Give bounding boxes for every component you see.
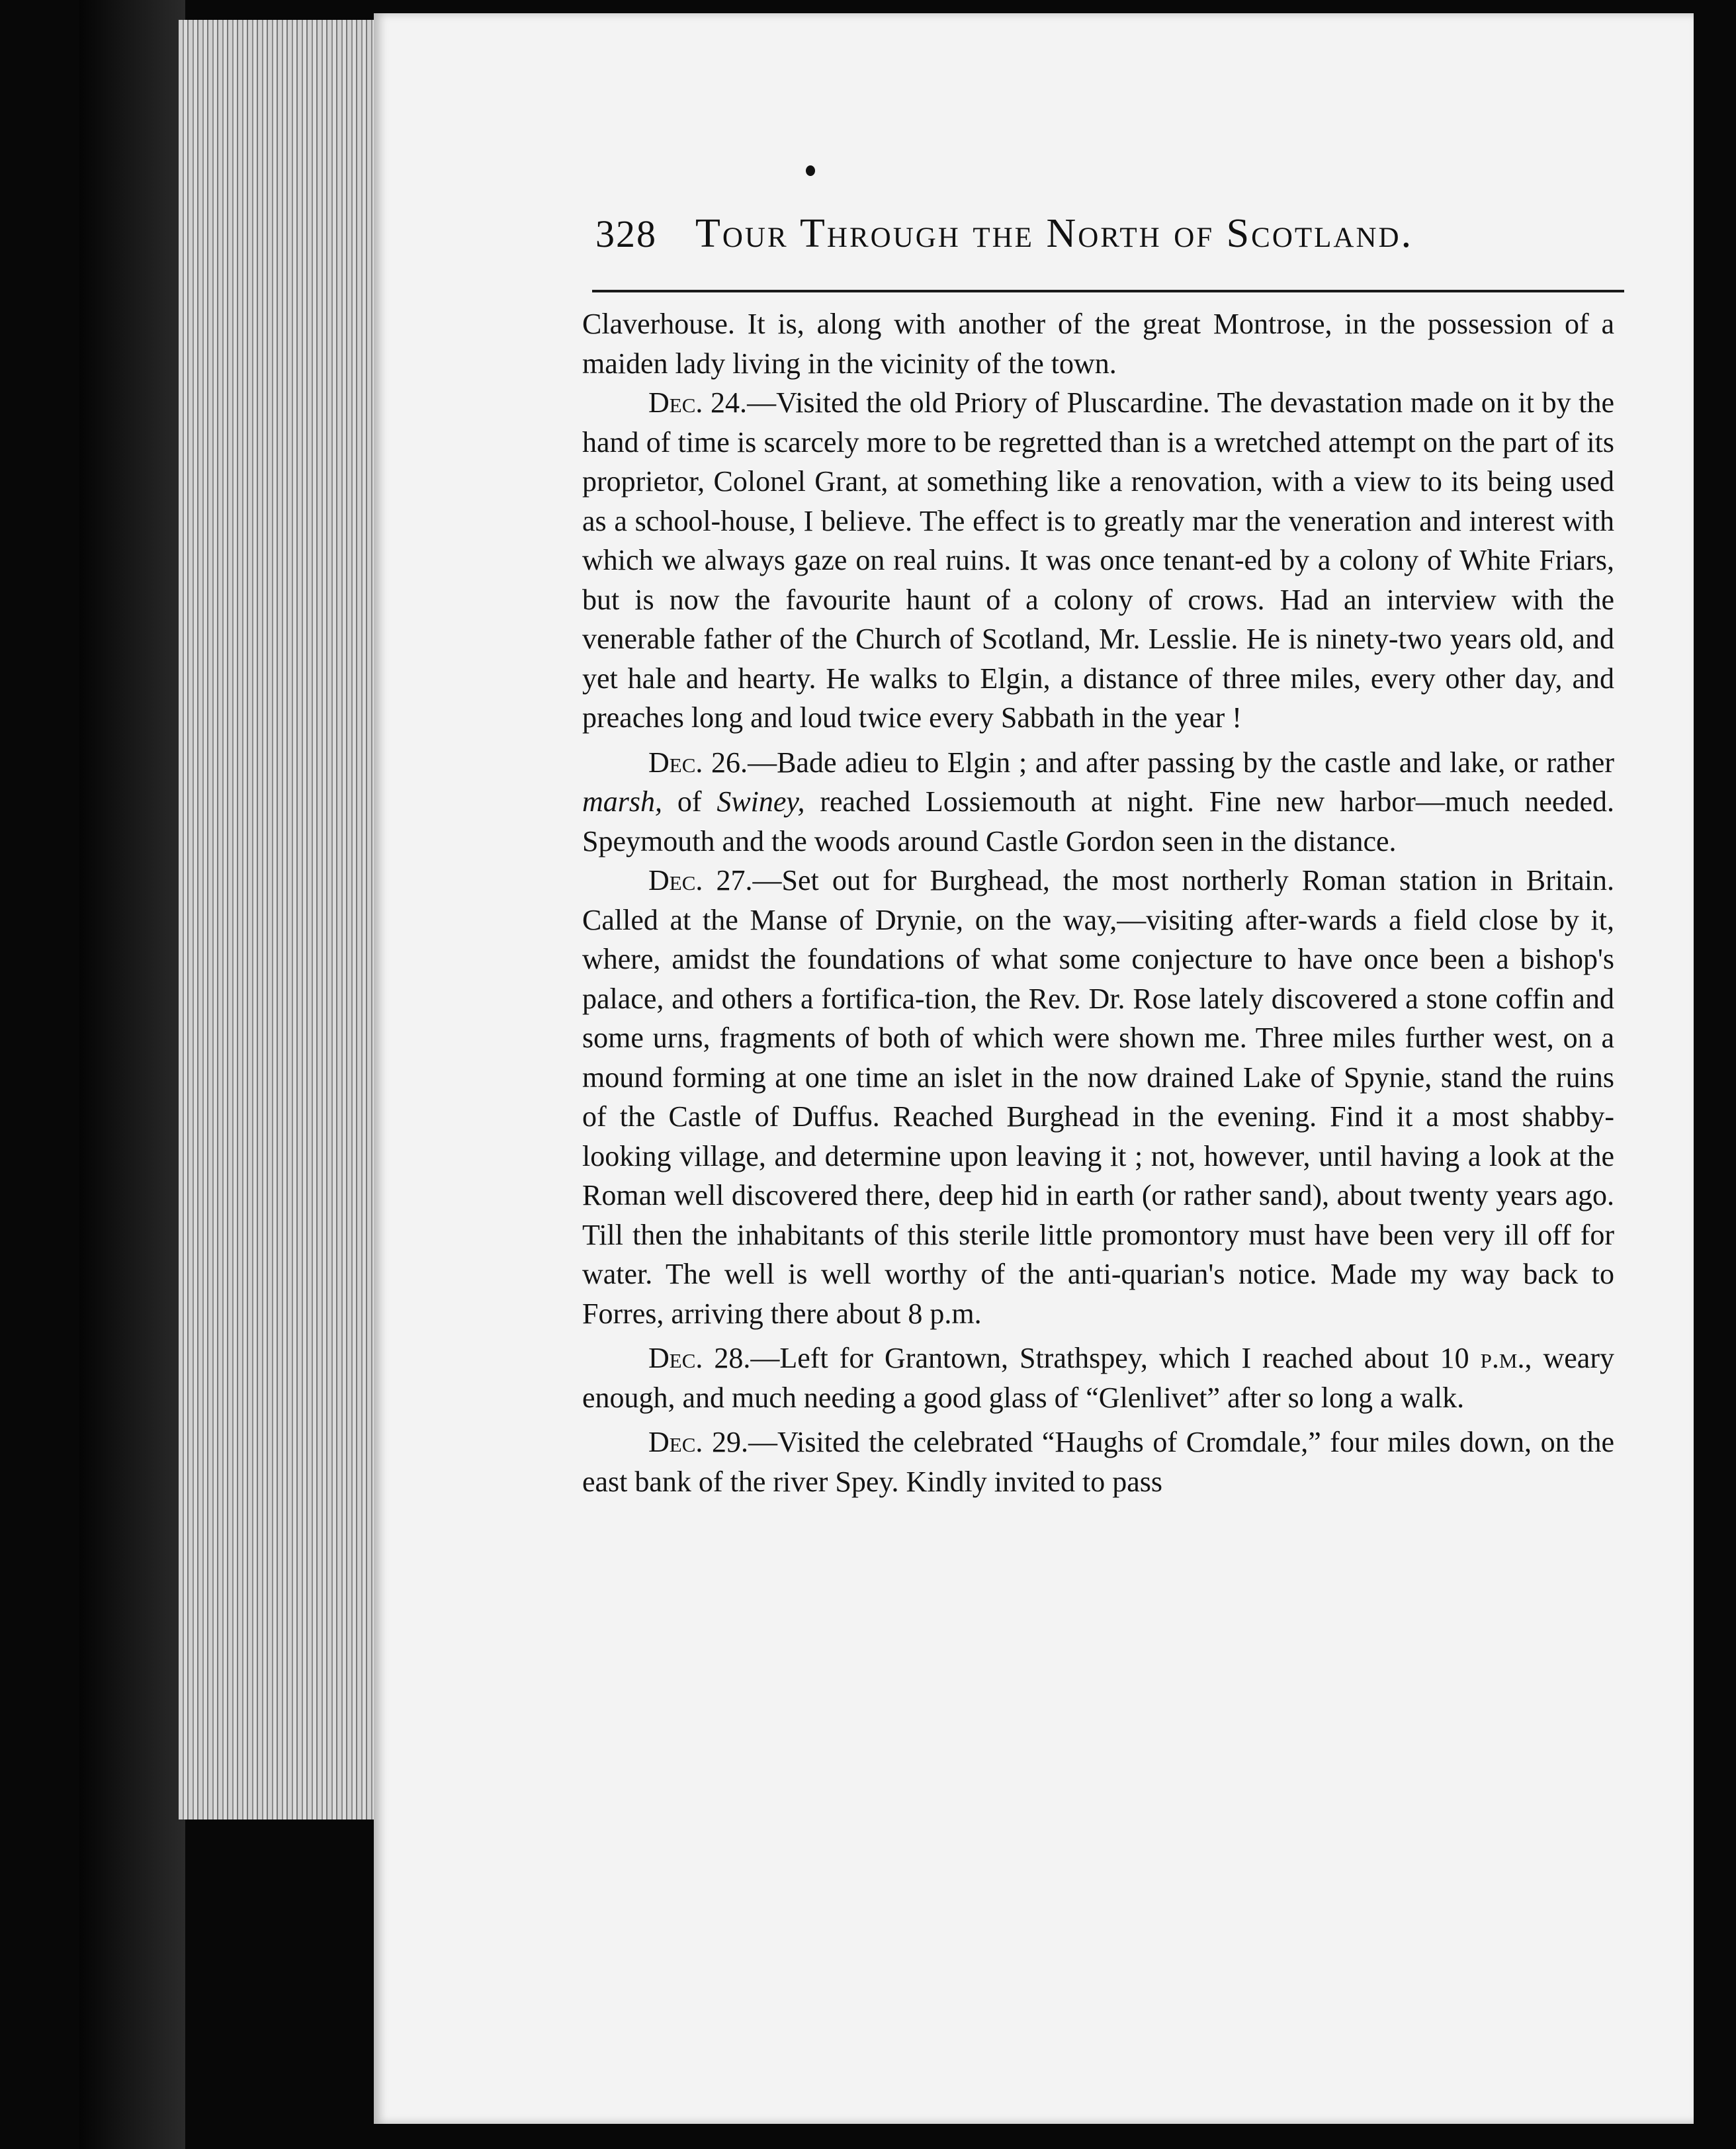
entry-date: Dec. 26. <box>648 746 748 779</box>
ink-spot <box>806 165 815 176</box>
page-header <box>595 210 1628 283</box>
entry-date: Dec. 28. <box>648 1342 751 1374</box>
entry-text: —Visited the celebrated “Haughs of Cromdale,” four miles down, on the east bank of the river Spey. Kindly invited to pass <box>582 1426 1614 1498</box>
entry-italic-text: Swiney, <box>716 785 805 818</box>
entry-text: —Set out for Burghead, the most northerly Roman station in Britain. Called at the Manse of Drynie, on the way,—visiting after-wards a field close by it, where, amidst the foundations of what some conjecture to have once been a bishop's palace, and others a fortifica-tion, the Rev. Dr. Rose lately discovered a stone coffin and some urns, fragments of both of which were shown me. Three miles further west, on a mound forming at one time an islet in the now drained Lake of Spynie, stand the ruins of the Castle of Duffus. Reached Burghead in the evening. Find it a most shabby-looking village, and determine upon leaving it ; not, however, until having a look at the Roman well discovered there, deep hid in earth (or rather sand), about twenty years ago. Till then the inhabitants of this sterile little promontory must have been very ill off for water. The well is well worthy of the anti-quarian's notice. Made my way back to Forres, arriving there about 8 p.m. <box>582 864 1615 1330</box>
diary-entry-dec-29 <box>582 1423 1614 1501</box>
diary-entry-dec-24 <box>582 383 1614 738</box>
entry-text: , weary enough, and much needing a good glass of “Glenlivet” after so long a walk. <box>582 1342 1614 1414</box>
diary-entry-dec-26 <box>582 743 1614 861</box>
diary-entry-dec-28 <box>582 1338 1614 1417</box>
paragraph-continuation <box>582 304 1614 383</box>
entry-text: —Bade adieu to Elgin ; and after passing by the castle and lake, or rather <box>748 746 1614 779</box>
entry-date: Dec. 27. <box>648 864 753 897</box>
entry-text: —Left for Grantown, Strathspey, which I reached about 10 <box>750 1342 1481 1374</box>
entry-date: Dec. 24. <box>648 386 748 419</box>
entry-text: reached Lossiemouth at night. Fine new harbor—much needed. Speymouth and the woods around Castle Gordon seen in the distance. <box>582 785 1614 857</box>
running-title: Tour Through the North of Scotland. <box>695 211 1414 256</box>
diary-entry-dec-27 <box>582 861 1614 1333</box>
entry-italic-text: marsh, <box>582 785 663 818</box>
body-text <box>582 304 1614 1501</box>
header-rule <box>592 290 1624 292</box>
book-binding-shadow <box>79 0 185 2149</box>
entry-text: of <box>662 785 717 818</box>
page-number: 328 <box>595 212 657 255</box>
paragraph-text: Claverhouse. It is, along with another of the great Montrose, in the possession of a maiden lady living in the vicinity of the town. <box>582 308 1614 380</box>
entry-text: —Visited the old Priory of Pluscardine. The devastation made on it by the hand of time is scarcely more to be regretted than is a wretched attempt on the part of its proprietor, Colonel Grant, at something like a renovation, with a view to its being used as a school-house, I believe. The effect is to greatly mar the veneration and interest with which we always gaze on real ruins. It was once tenant-ed by a colony of White Friars, but is now the favourite haunt of a colony of crows. Had an interview with the venerable father of the Church of Scotland, Mr. Lesslie. He is ninety-two years old, and yet hale and hearty. He walks to Elgin, a distance of three miles, every other day, and preaches long and loud twice every Sabbath in the year ! <box>582 386 1614 734</box>
entry-small-caps-text: p.m. <box>1480 1342 1525 1374</box>
entry-date: Dec. 29. <box>648 1426 749 1458</box>
book-page-edges <box>179 20 379 1820</box>
